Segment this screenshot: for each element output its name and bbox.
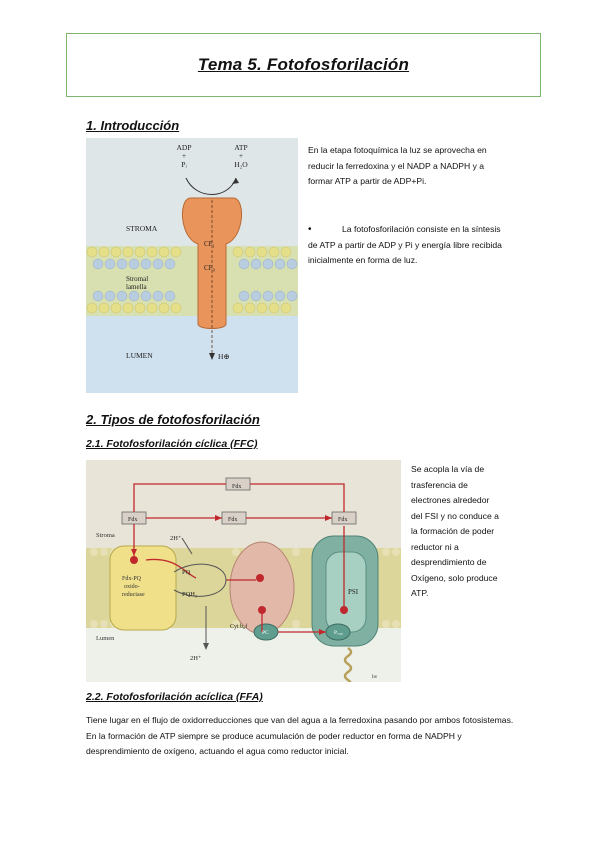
section1-heading: 1. Introducción (86, 118, 180, 133)
pc-label: PC (262, 630, 269, 636)
subsection-22-paragraph: Tiene lugar en el flujo de oxidorreducciones que van del agua a la ferredoxina pasando por ambos fotosistemas. En la formación de ATP siempre se produce acumulación de poder reductor en forma de NADPH y desprendimiento de oxígeno, actuando el agua como reductor inicial. (86, 715, 514, 756)
cf0-label: CF₀ (204, 264, 216, 272)
lumen-label: LUMEN (126, 351, 153, 360)
cyt-label: Cyt b₆f (230, 624, 248, 630)
subsection-22-heading: 2.2. Fotofosforilación acíclica (FFA) (86, 691, 263, 703)
pi-label: Pᵢ (181, 160, 187, 169)
plus-label: + (238, 151, 244, 160)
section1-paragraph: En la etapa fotoquímica la luz se aprovecha en reducir la ferredoxina y el NADP a NADPH y a formar ATP a partir de ADP+Pi. (308, 145, 487, 186)
lamella-label: lamella (126, 283, 147, 291)
psi-label: PSI (348, 588, 359, 596)
hv-label: hν (372, 674, 378, 680)
page-title: Tema 5. Fotofosforilación (197, 55, 410, 74)
water-label: H₂O (234, 160, 248, 169)
oxido-label: oxido- (124, 584, 140, 590)
fdx-right: Fdx (338, 517, 348, 523)
atp-label: ATP (234, 143, 248, 152)
subsection-21-heading: 2.1. Fotofosforilación cíclica (FFC) (86, 438, 258, 450)
bullet-text: La fotofosforilación consiste en la síntesis de ATP a partir de ADP y Pi y energía libre recibida inicialmente en forma de luz. (308, 224, 502, 265)
cyclic-photophosphorylation-figure (86, 460, 401, 682)
stromal-label: Stromal (126, 275, 149, 283)
cf1-label: CF₁ (204, 240, 216, 248)
section2-heading: 2. Tipos de fotofosforilación (86, 412, 260, 427)
fdx-left: Fdx (128, 517, 138, 523)
stroma-label: STROMA (126, 224, 158, 233)
atp-synthase-figure (86, 138, 298, 393)
p700-label: P₇₀₀ (334, 630, 343, 636)
fdx-top: Fdx (232, 484, 242, 490)
plus-label: + (181, 151, 187, 160)
pqh2-label: PQH₂ (182, 591, 198, 598)
lumen-label: Lumen (96, 635, 115, 642)
pq-label: PQ (182, 569, 191, 576)
subsection-21-paragraph: Se acopla la vía de trasferencia de electrones alrededor del FSI y no conduce a la formación de poder reductor ni a desprendimiento de Oxígeno, solo produce ATP. (411, 464, 499, 598)
proton-label: H⊕ (218, 352, 230, 361)
proton-bottom: 2H⁺ (190, 655, 202, 662)
title-box (66, 33, 541, 97)
fdx-mid: Fdx (228, 517, 238, 523)
adp-label: ADP (176, 143, 192, 152)
section1-bullet (308, 222, 508, 269)
stroma-label: Stroma (96, 532, 115, 539)
reductase-label: reductase (122, 592, 145, 598)
proton-top: 2H⁺ (170, 535, 182, 542)
fdx-pq-label: Fdx-PQ (122, 576, 142, 582)
bullet-dot: • (308, 224, 312, 235)
